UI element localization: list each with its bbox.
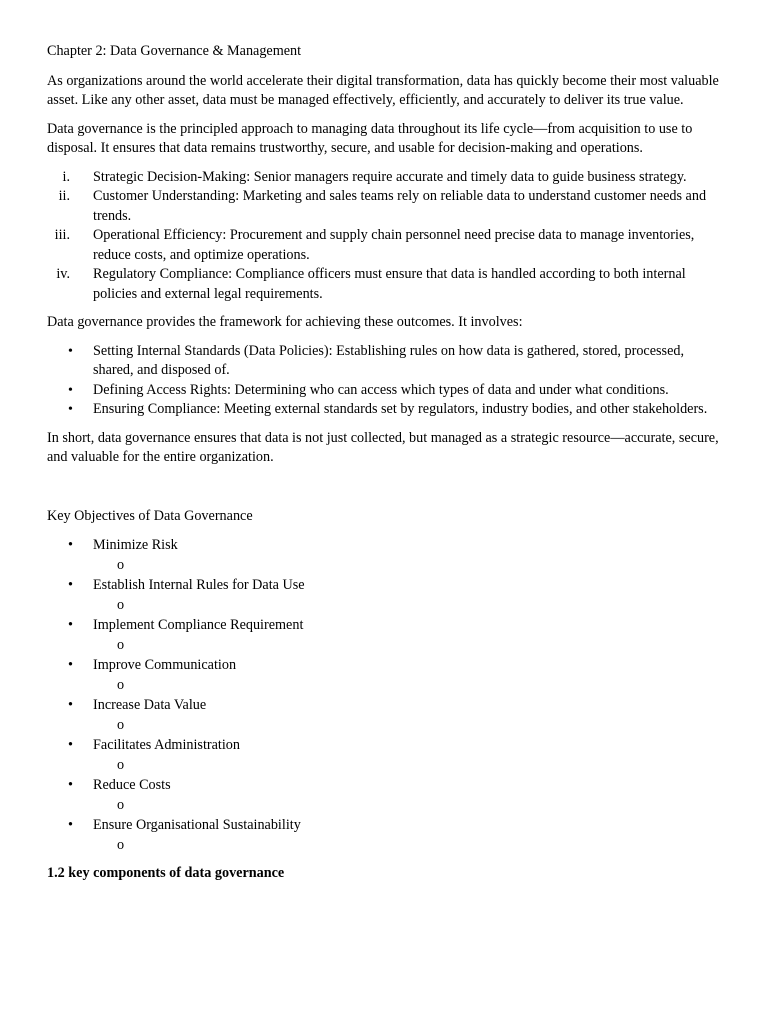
list-item-text: Setting Internal Standards (Data Policies): Establishing rules on how data is gathered, stored, processed, shared, and disposed of. xyxy=(93,342,685,378)
bullet-icon: • xyxy=(68,617,73,633)
bullet-icon: • xyxy=(68,402,73,417)
list-item-text: Strategic Decision-Making: Senior managers require accurate and timely data to guide business strategy. xyxy=(93,168,687,185)
bullet-icon: • xyxy=(68,537,73,553)
framework-bullet-list xyxy=(47,342,719,420)
list-item xyxy=(47,655,719,695)
bullet-icon: • xyxy=(68,382,73,398)
bullet-icon: • xyxy=(68,657,73,673)
objective-text: Ensure Organisational Sustainability xyxy=(93,817,301,833)
intro-paragraph: Data governance is the principled approach to managing data throughout its life cycle—from acquisition to use to disposal. It ensures that data remains trustworthy, secure, and usable for decision-making and operations. xyxy=(47,120,693,156)
bullet-icon: • xyxy=(68,697,73,713)
objective-text: Minimize Risk xyxy=(93,537,178,553)
list-item xyxy=(47,535,719,575)
sub-bullet-icon: o xyxy=(117,557,125,573)
spacer xyxy=(47,477,719,507)
list-item-text: Operational Efficiency: Procurement and supply chain personnel need precise data to manage inventories, reduce costs, and optimize operations. xyxy=(93,227,695,263)
sub-bullet-icon: o xyxy=(117,717,125,733)
objective-text: Increase Data Value xyxy=(93,697,207,713)
list-item xyxy=(47,400,719,420)
list-item xyxy=(47,575,719,615)
bullet-icon: • xyxy=(68,343,73,359)
sub-bullet-icon: o xyxy=(117,677,125,693)
chapter-title: Chapter 2: Data Governance & Management xyxy=(47,43,302,59)
list-item xyxy=(47,168,719,188)
sub-bullet-icon: o xyxy=(117,797,125,813)
objective-text: Implement Compliance Requirement xyxy=(93,617,304,633)
sub-bullet-icon: o xyxy=(117,757,125,773)
sub-bullet-icon: o xyxy=(117,597,125,613)
objective-text: Reduce Costs xyxy=(93,777,171,793)
list-item-text: Regulatory Compliance: Compliance officers must ensure that data is handled according to both internal policies and external legal requirements. xyxy=(93,266,686,302)
summary-paragraph: In short, data governance ensures that data is not just collected, but managed as a strategic resource—accurate, secure, and valuable for the entire organization. xyxy=(47,429,719,465)
bullet-icon: • xyxy=(68,817,73,833)
objective-text: Improve Communication xyxy=(93,657,237,673)
list-item-text: Defining Access Rights: Determining who can access which types of data and under what conditions. xyxy=(93,381,669,398)
list-item xyxy=(47,775,719,815)
bullet-icon: • xyxy=(68,777,73,793)
list-item-text: Customer Understanding: Marketing and sales teams rely on reliable data to understand customer needs and trends. xyxy=(93,188,707,224)
list-item xyxy=(47,187,719,226)
list-item-text: Ensuring Compliance: Meeting external standards set by regulators, industry bodies, and other stakeholders. xyxy=(93,401,708,417)
sub-bullet-icon: o xyxy=(117,637,125,653)
list-item xyxy=(47,695,719,735)
objective-text: Establish Internal Rules for Data Use xyxy=(93,577,305,593)
objectives-heading: Key Objectives of Data Governance xyxy=(47,507,253,524)
framework-intro: Data governance provides the framework for achieving these outcomes. It involves: xyxy=(47,314,523,330)
list-item xyxy=(47,735,719,775)
objective-text: Facilitates Administration xyxy=(93,737,240,753)
sub-bullet-icon: o xyxy=(117,837,125,853)
section-heading: 1.2 key components of data governance xyxy=(47,865,285,881)
list-number: iii. xyxy=(54,227,70,243)
list-item xyxy=(47,381,719,401)
list-item xyxy=(47,226,719,265)
intro-paragraph: As organizations around the world accelerate their digital transformation, data has quickly become their most valuable asset. Like any other asset, data must be managed effectively, efficiently, and accurately to deliver its true value. xyxy=(47,72,719,108)
list-item xyxy=(47,265,719,304)
list-item xyxy=(47,615,719,655)
objectives-list xyxy=(47,535,719,855)
bullet-icon: • xyxy=(68,577,73,593)
list-number: ii. xyxy=(58,188,70,204)
bullet-icon: • xyxy=(68,737,73,753)
list-item xyxy=(47,815,719,855)
list-item xyxy=(47,342,719,381)
list-number: i. xyxy=(62,168,70,185)
list-number: iv. xyxy=(56,266,70,282)
stakeholder-list xyxy=(47,168,719,305)
document-page xyxy=(47,42,719,893)
